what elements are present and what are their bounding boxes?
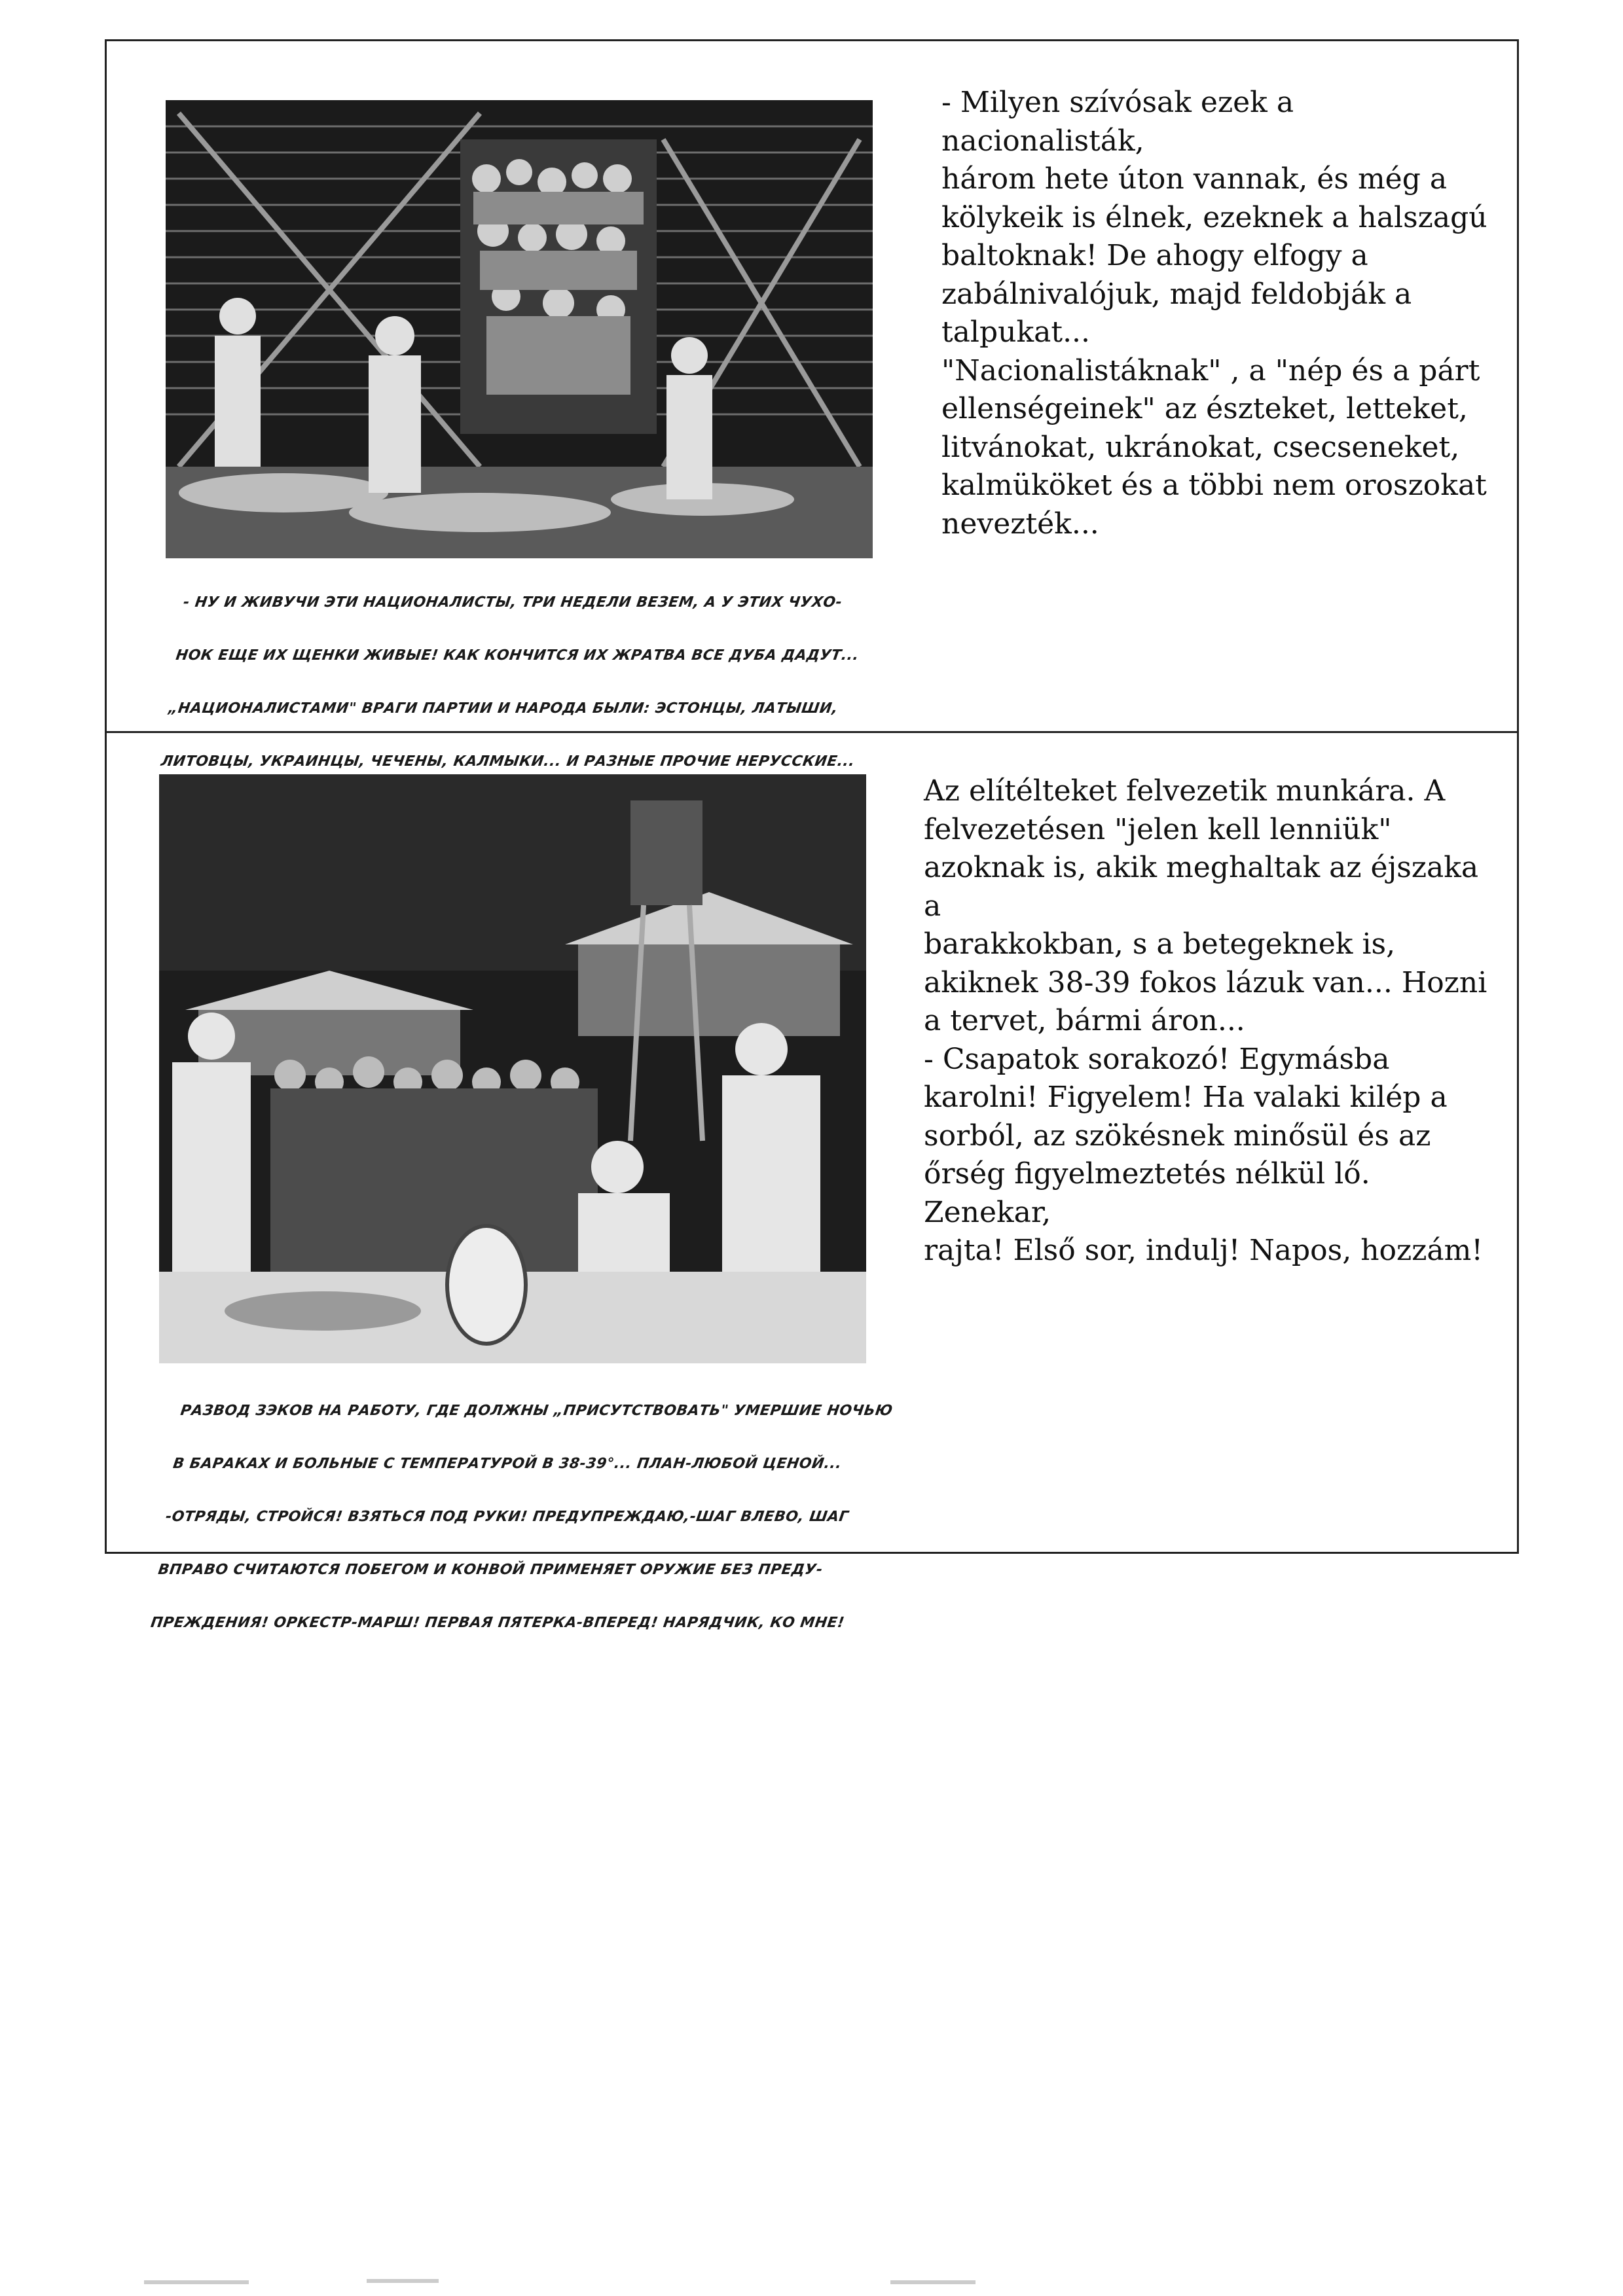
caption-line: „НАЦИОНАЛИСТАМИ" ВРАГИ ПАРТИИ И НАРОДА БЫЛИ: ЭСТОНЦЫ, ЛАТЫШИ, xyxy=(167,700,839,717)
caption-line: -ОТРЯДЫ, СТРОЙСЯ! ВЗЯТЬСЯ ПОД РУКИ! ПРЕДУПРЕЖДАЮ,-ШАГ ВЛЕВО, ШАГ xyxy=(164,1509,850,1525)
panel-text: - Milyen szívósak ezek a nacionalisták, három hete úton vannak, és még a kölykeik is élnek, ezeknek a halszagú baltoknak! De ahogy elfogy a zabálnivalójuk, majd feldobják a talpukat... "Nacionalistáknak" , a "nép és a párt ellenségeinek" az észteket, letteket, litvánokat, ukránokat, csecseneket, kalmüköket és a többi nem oroszokat nevezték... xyxy=(941,86,1487,541)
illustration-train-wagon xyxy=(160,100,873,770)
scan-artifact xyxy=(144,2280,249,2284)
caption-line: ПРЕЖДЕНИЯ! ОРКЕСТР-МАРШ! ПЕРВАЯ ПЯТЕРКА-ВПЕРЕД! НАРЯДЧИК, КО МНЕ! xyxy=(149,1615,846,1631)
caption-line: В БАРАКАХ И БОЛЬНЫЕ С ТЕМПЕРАТУРОЙ В 38-39°... ПЛАН-ЛЮБОЙ ЦЕНОЙ... xyxy=(172,1456,843,1472)
caption-line: - НУ И ЖИВУЧИ ЭТИ НАЦИОНАЛИСТЫ, ТРИ НЕДЕЛИ ВЕЗЕМ, А У ЭТИХ ЧУХО- xyxy=(182,594,843,611)
caption-line: ЛИТОВЦЫ, УКРАИНЦЫ, ЧЕЧЕНЫ, КАЛМЫКИ... И РАЗНЫЕ ПРОЧИЕ НЕРУССКИЕ... xyxy=(160,753,856,770)
image-caption xyxy=(145,1367,899,1667)
scan-artifact xyxy=(367,2279,439,2283)
image-caption xyxy=(155,558,883,806)
scan-artifact xyxy=(890,2280,976,2284)
caption-line: НОК ЕЩЕ ИХ ЩЕНКИ ЖИВЫЕ! КАК КОНЧИТСЯ ИХ ЖРАТВА ВСЕ ДУБА ДАДУТ... xyxy=(174,647,860,664)
caption-line: ВПРАВО СЧИТАЮТСЯ ПОБЕГОМ И КОНВОЙ ПРИМЕНЯЕТ ОРУЖИЕ БЕЗ ПРЕДУ- xyxy=(156,1562,824,1578)
caption-line: РАЗВОД ЗЭКОВ НА РАБОТУ, ГДЕ ДОЛЖНЫ „ПРИСУТСТВОВАТЬ" УМЕРШИЕ НОЧЬЮ xyxy=(179,1403,894,1419)
document-table xyxy=(105,39,1519,1631)
illustration-camp-roll-call xyxy=(149,774,894,1631)
panel-text: Az elítélteket felvezetik munkára. A felvezetésen "jelen kell lenniük" azoknak is, akik meghaltak az éjszaka a barakkokban, s a betegeknek is, akiknek 38-39 fokos lázuk van... Hozni a tervet, bármi áron... - Csapatok sorakozó! Egymásba karolni! Figyelem! Ha valaki kilép a sorból, az szökésnek minősül és az őrség figyelmeztetés nélkül lő. Zenekar, rajta! Első sor, indulj! Napos, hozzám! xyxy=(924,774,1487,1267)
